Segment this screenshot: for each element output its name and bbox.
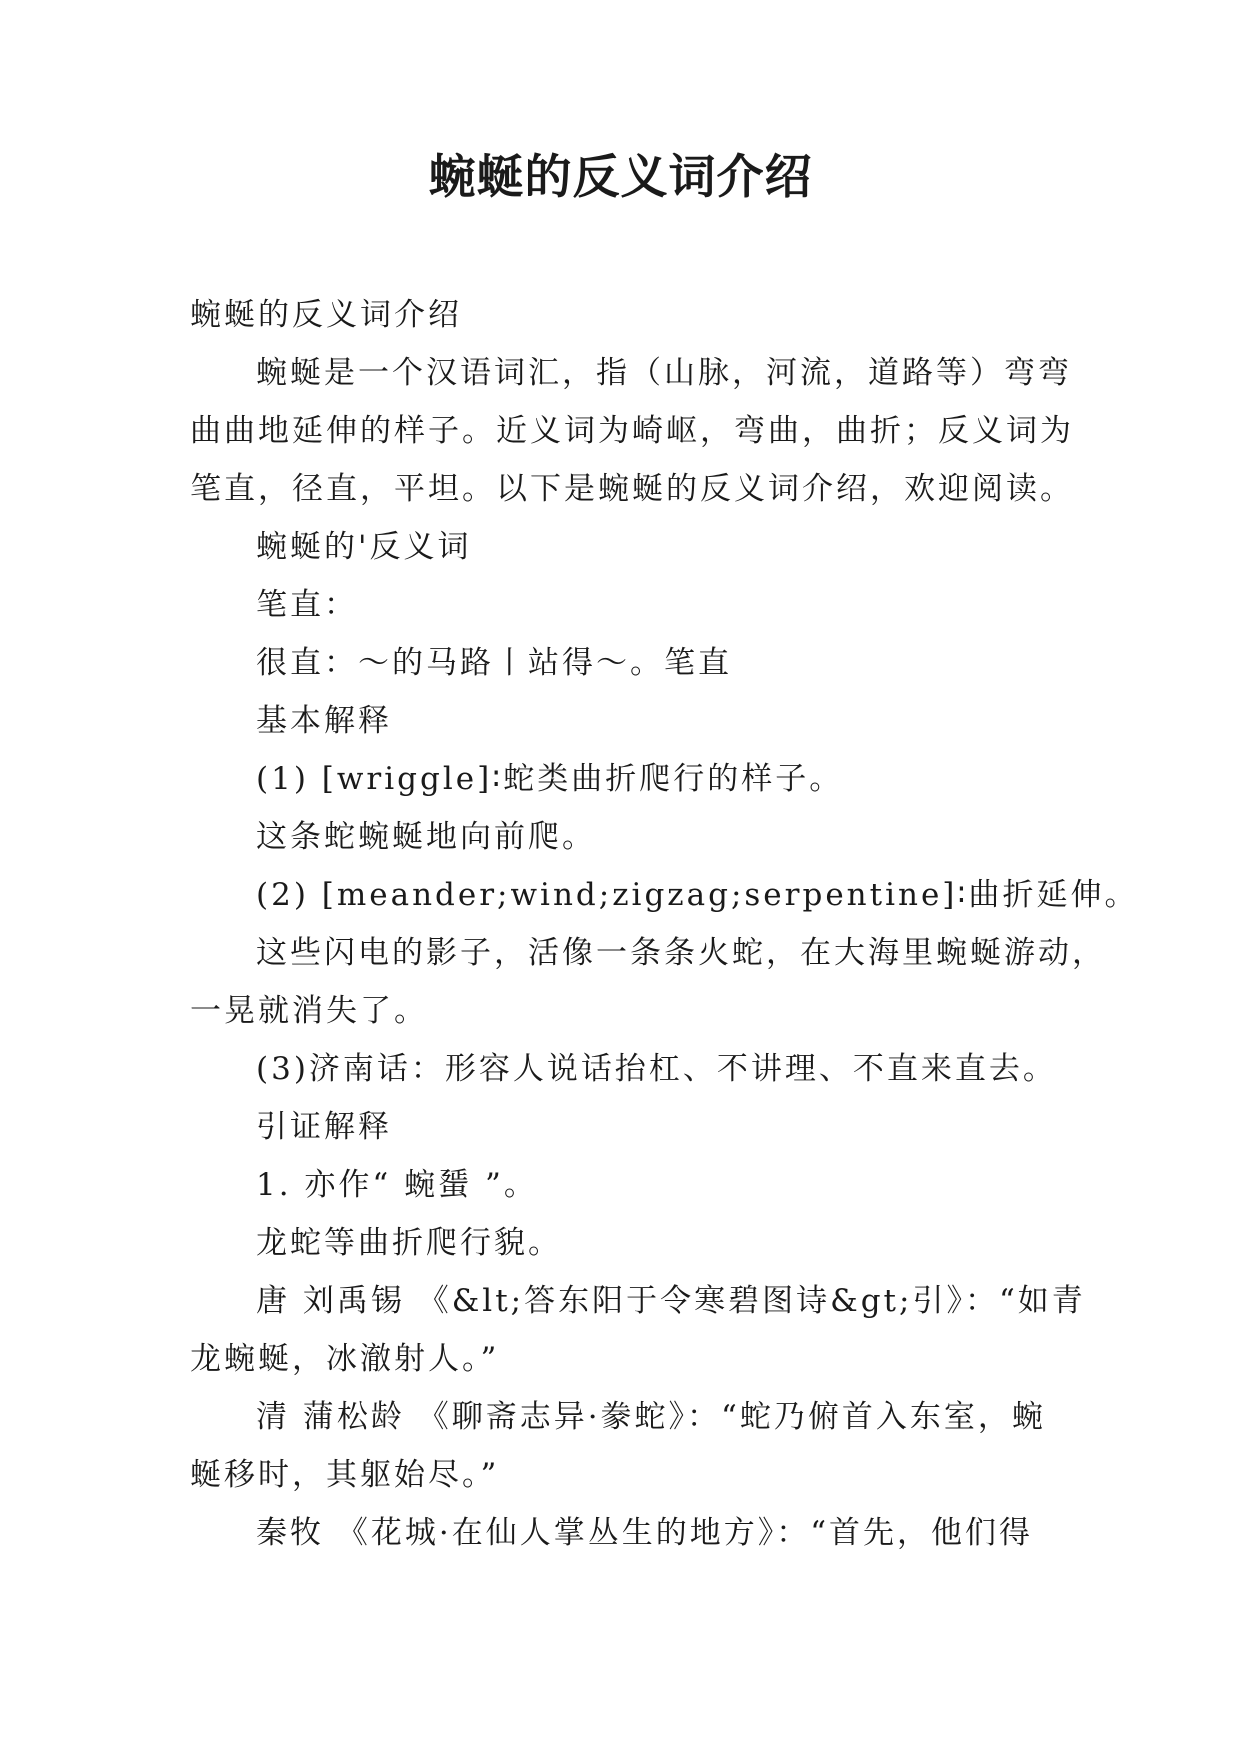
- body-line: 基本解释: [256, 703, 392, 739]
- body-line: (3)济南话：形容人说话抬杠、不讲理、不直来直去。: [256, 1051, 1057, 1087]
- body-line: 1. 亦作“ 蜿蜑 ”。: [256, 1167, 538, 1203]
- document-body: [190, 286, 1139, 1562]
- body-line: 龙蜿蜒，冰澈射人。”: [190, 1341, 500, 1377]
- body-line: 引证解释: [256, 1109, 392, 1145]
- body-line: 这些闪电的影子，活像一条条火蛇，在大海里蜿蜒游动，: [256, 935, 1106, 971]
- body-line: 一晃就消失了。: [190, 993, 428, 1029]
- body-line: 清 蒲松龄 《聊斋志异·豢蛇》：“蛇乃俯首入东室，蜿: [256, 1399, 1046, 1435]
- body-line: 笔直：: [256, 587, 358, 623]
- body-line: (2) [meander;wind;zigzag;serpentine]∶曲折延伸。: [256, 877, 1139, 913]
- body-line: 蜿蜒的'反义词: [256, 529, 472, 565]
- body-line: (1) [wriggle]∶蛇类曲折爬行的样子。: [256, 761, 844, 797]
- body-line: 蜿蜒的反义词介绍: [190, 297, 462, 333]
- body-line: 这条蛇蜿蜒地向前爬。: [256, 819, 596, 855]
- body-line: 曲曲地延伸的样子。近义词为崎岖，弯曲，曲折；反义词为: [190, 413, 1074, 449]
- body-line: 蜒移时，其躯始尽。”: [190, 1457, 500, 1493]
- body-line: 龙蛇等曲折爬行貌。: [256, 1225, 562, 1261]
- body-line: 笔直，径直，平坦。以下是蜿蜒的反义词介绍，欢迎阅读。: [190, 471, 1074, 507]
- document-title: 蜿蜒的反义词介绍: [428, 150, 813, 205]
- body-line: 唐 刘禹锡 《&lt;答东阳于令寒碧图诗&gt;引》：“如青: [256, 1283, 1086, 1319]
- body-line: 很直：～的马路丨站得～。笔直: [256, 645, 732, 681]
- body-line: 秦牧 《花城·在仙人掌丛生的地方》：“首先，他们得: [256, 1515, 1034, 1551]
- body-line: 蜿蜒是一个汉语词汇，指（山脉，河流，道路等）弯弯: [256, 355, 1072, 391]
